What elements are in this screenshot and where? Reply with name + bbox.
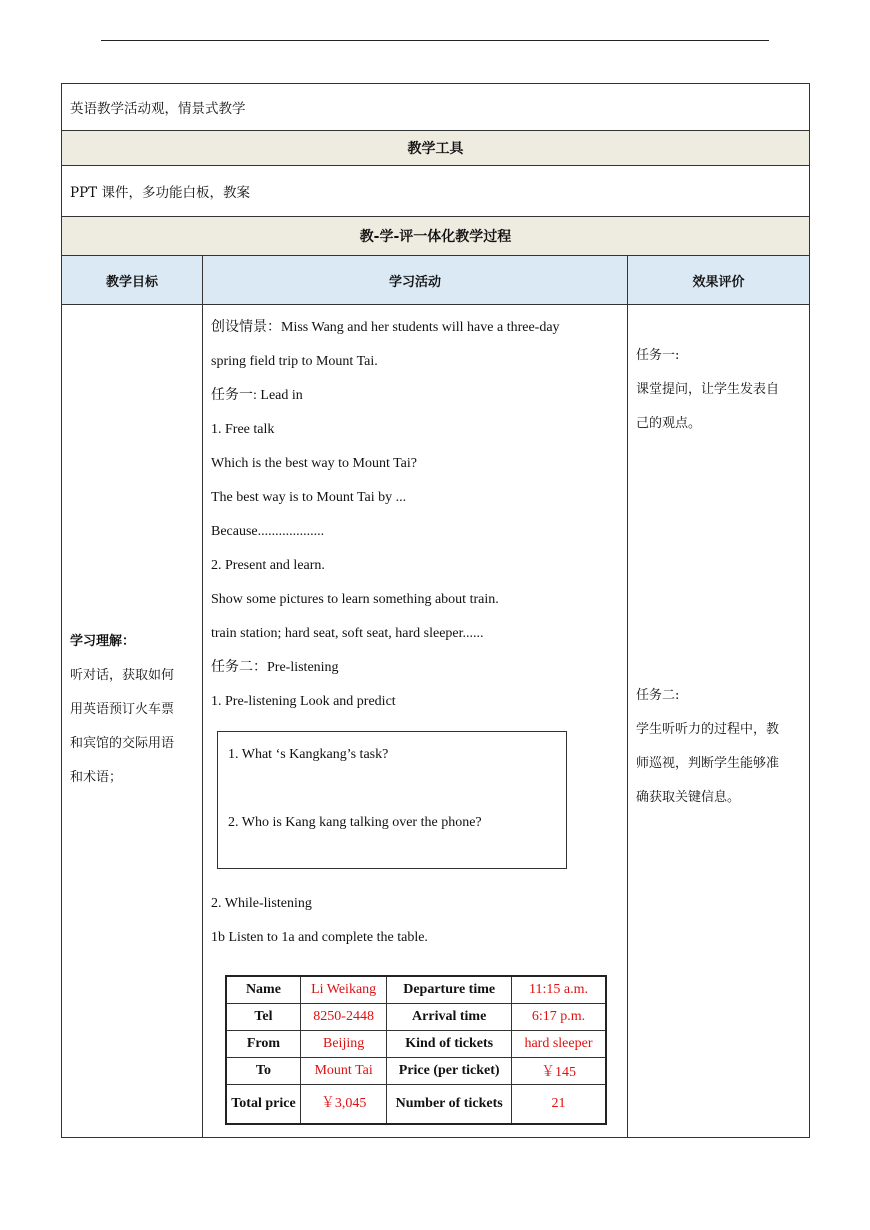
ticket-label: To xyxy=(226,1058,300,1085)
eval-line: 己的观点。 xyxy=(636,416,702,431)
ticket-table xyxy=(225,975,607,1125)
teaching-method-row xyxy=(62,84,810,131)
col-activity-header: 学习活动 xyxy=(203,256,628,305)
content-row xyxy=(62,305,810,1138)
activity-line: 创设情景：Miss Wang and her students will have a three-day xyxy=(211,320,560,335)
column-header-row xyxy=(62,256,810,305)
ticket-value: Mount Tai xyxy=(300,1058,386,1085)
process-header-row xyxy=(62,217,810,256)
goal-text xyxy=(70,625,196,795)
tools-header: 教学工具 xyxy=(62,131,810,166)
activity-line: 任务二：Pre-listening xyxy=(211,660,339,675)
activity-line: The best way is to Mount Tai by ... xyxy=(211,490,407,505)
ticket-label: Arrival time xyxy=(387,1004,512,1031)
goal-line: 和宾馆的交际用语 xyxy=(70,736,175,751)
eval-line: 确获取关键信息。 xyxy=(636,790,741,805)
activity-line: Show some pictures to learn something about train. xyxy=(211,592,499,607)
prediction-box xyxy=(217,731,567,869)
prediction-question: 2. Who is Kang kang talking over the phone? xyxy=(228,815,482,830)
process-header: 教-学-评一体化教学过程 xyxy=(62,217,810,256)
ticket-label: Name xyxy=(226,976,300,1004)
activity-line: spring field trip to Mount Tai. xyxy=(211,354,378,369)
activity-line: Which is the best way to Mount Tai? xyxy=(211,456,418,471)
activity-line: 1. Free talk xyxy=(211,422,275,437)
ticket-value: 6:17 p.m. xyxy=(511,1004,606,1031)
lesson-plan-table xyxy=(61,83,810,1138)
activity-line: train station; hard seat, soft seat, hard sleeper...... xyxy=(211,626,484,641)
activity-line: 任务一: Lead in xyxy=(211,388,303,403)
goal-title: 学习理解： xyxy=(70,634,136,649)
ticket-row xyxy=(226,1031,606,1058)
ticket-value: Li Weikang xyxy=(300,976,386,1004)
teaching-method-text: 英语教学活动观，情景式教学 xyxy=(62,84,810,131)
eval-line: 课堂提问，让学生发表自 xyxy=(636,382,780,397)
goal-line: 听对话，获取如何 xyxy=(70,668,175,683)
ticket-value: ￥3,045 xyxy=(300,1085,386,1125)
activity-cell xyxy=(203,305,628,1138)
ticket-label: Departure time xyxy=(387,976,512,1004)
ticket-label: Kind of tickets xyxy=(387,1031,512,1058)
tools-row xyxy=(62,166,810,217)
col-eval-header: 效果评价 xyxy=(628,256,810,305)
col-goal-header: 教学目标 xyxy=(62,256,203,305)
ticket-value: hard sleeper xyxy=(511,1031,606,1058)
eval-line: 学生听听力的过程中，教 xyxy=(636,722,780,737)
ticket-row xyxy=(226,1085,606,1125)
activity-line: 2. Present and learn. xyxy=(211,558,325,573)
eval-line: 师巡视，判断学生能够准 xyxy=(636,756,780,771)
ticket-value: 21 xyxy=(511,1085,606,1125)
evaluation-cell xyxy=(628,305,810,1138)
ticket-label: Total price xyxy=(226,1085,300,1125)
ticket-value: 11:15 a.m. xyxy=(511,976,606,1004)
goal-line: 和术语； xyxy=(70,770,123,785)
activity-line: 1b Listen to 1a and complete the table. xyxy=(211,930,428,945)
ticket-label: Price (per ticket) xyxy=(387,1058,512,1085)
ticket-value: Beijing xyxy=(300,1031,386,1058)
ticket-value: 8250-2448 xyxy=(300,1004,386,1031)
activity-line: Because................... xyxy=(211,524,325,539)
goal-line: 用英语预订火车票 xyxy=(70,702,175,717)
activity-line: 1. Pre-listening Look and predict xyxy=(211,694,396,709)
ticket-label: From xyxy=(226,1031,300,1058)
goal-cell xyxy=(62,305,203,1138)
header-rule xyxy=(101,40,769,41)
ticket-row xyxy=(226,1004,606,1031)
prediction-question: 1. What ‘s Kangkang’s task? xyxy=(228,747,389,762)
eval-task1-title: 任务一: xyxy=(636,348,680,363)
ticket-value: ￥145 xyxy=(511,1058,606,1085)
activity-line: 2. While-listening xyxy=(211,896,312,911)
eval-task2-title: 任务二: xyxy=(636,688,680,703)
tools-header-row xyxy=(62,131,810,166)
ticket-row xyxy=(226,1058,606,1085)
tools-text: PPT 课件，多功能白板，教案 xyxy=(62,166,810,217)
ticket-label: Number of tickets xyxy=(387,1085,512,1125)
ticket-label: Tel xyxy=(226,1004,300,1031)
ticket-row xyxy=(226,976,606,1004)
